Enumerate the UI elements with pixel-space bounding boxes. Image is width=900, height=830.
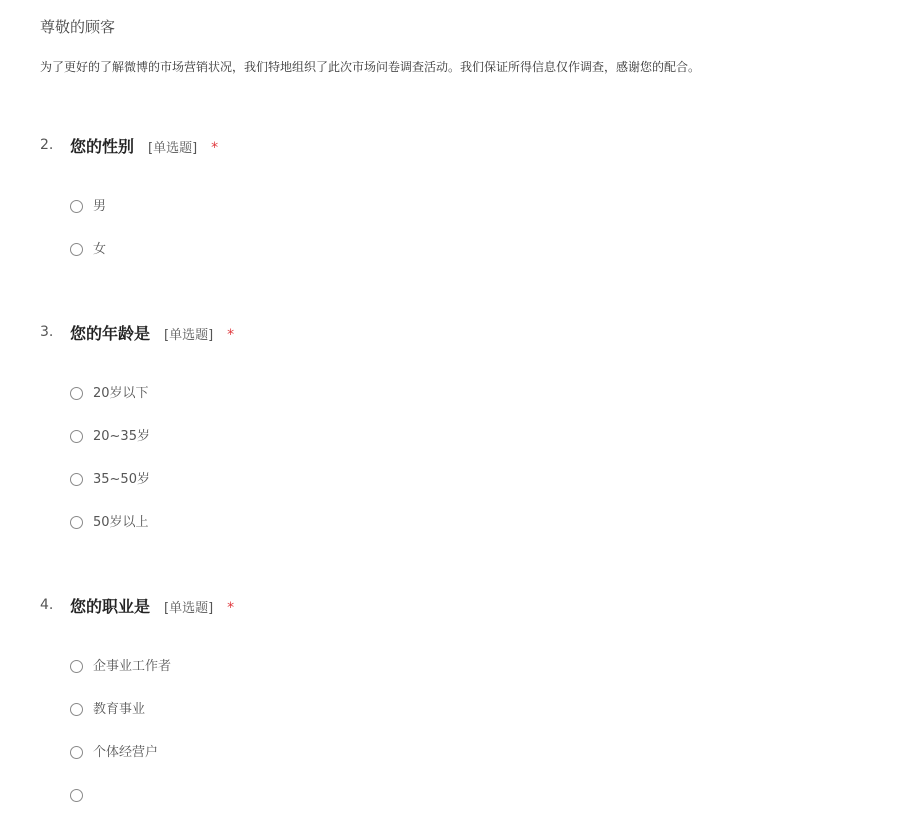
question-header: [40, 597, 860, 621]
option-list: [70, 385, 150, 557]
question-number: 4.: [40, 597, 54, 613]
radio-button[interactable]: [70, 200, 83, 213]
option-label: 企事业工作者: [93, 659, 172, 674]
greeting-text: 尊敬的顾客: [40, 18, 116, 36]
radio-button[interactable]: [70, 473, 83, 486]
option-education[interactable]: [70, 701, 171, 744]
question-type-tag: [单选题]: [164, 328, 214, 343]
option-enterprise-worker[interactable]: [70, 658, 171, 701]
option-label: 35~50岁: [93, 472, 150, 487]
radio-button[interactable]: [70, 430, 83, 443]
option-label: 50岁以上: [93, 515, 149, 530]
intro-text: 为了更好的了解微博的市场营销状况，我们特地组织了此次市场问卷调查活动。我们保证所得信息仅作调查，感谢您的配合。: [40, 60, 701, 74]
option-over-50[interactable]: [70, 514, 150, 557]
option-label: 女: [93, 242, 107, 257]
question-title: [70, 321, 234, 344]
question-title: [70, 134, 218, 157]
option-cut-off[interactable]: [70, 787, 171, 830]
required-mark: *: [227, 600, 235, 616]
option-self-employed[interactable]: [70, 744, 171, 787]
question-number: 2.: [40, 137, 54, 153]
radio-button[interactable]: [70, 703, 83, 716]
required-mark: *: [211, 140, 219, 156]
option-label: 个体经营户: [93, 745, 159, 760]
option-male[interactable]: [70, 198, 106, 241]
radio-button[interactable]: [70, 746, 83, 759]
required-mark: *: [227, 327, 235, 343]
radio-button[interactable]: [70, 660, 83, 673]
question-header: [40, 324, 860, 348]
radio-button[interactable]: [70, 789, 83, 802]
question-type-tag: [单选题]: [148, 141, 198, 156]
radio-button[interactable]: [70, 243, 83, 256]
radio-button[interactable]: [70, 387, 83, 400]
question-title: [70, 594, 234, 617]
question-title-text: 您的年龄是: [70, 324, 151, 343]
option-20-35[interactable]: [70, 428, 150, 471]
radio-button[interactable]: [70, 516, 83, 529]
question-type-tag: [单选题]: [164, 601, 214, 616]
option-female[interactable]: [70, 241, 106, 284]
option-label: 男: [93, 199, 107, 214]
option-label: 教育事业: [93, 702, 146, 717]
question-occupation: [40, 597, 860, 760]
option-under-20[interactable]: [70, 385, 150, 428]
question-number: 3.: [40, 324, 54, 340]
question-gender: [40, 137, 860, 257]
option-list: [70, 658, 171, 830]
option-label: 20岁以下: [93, 386, 149, 401]
question-title-text: 您的职业是: [70, 597, 151, 616]
option-label: 20~35岁: [93, 429, 150, 444]
question-title-text: 您的性别: [70, 137, 135, 156]
question-header: [40, 137, 860, 161]
question-age: [40, 324, 860, 530]
option-35-50[interactable]: [70, 471, 150, 514]
option-list: [70, 198, 106, 284]
